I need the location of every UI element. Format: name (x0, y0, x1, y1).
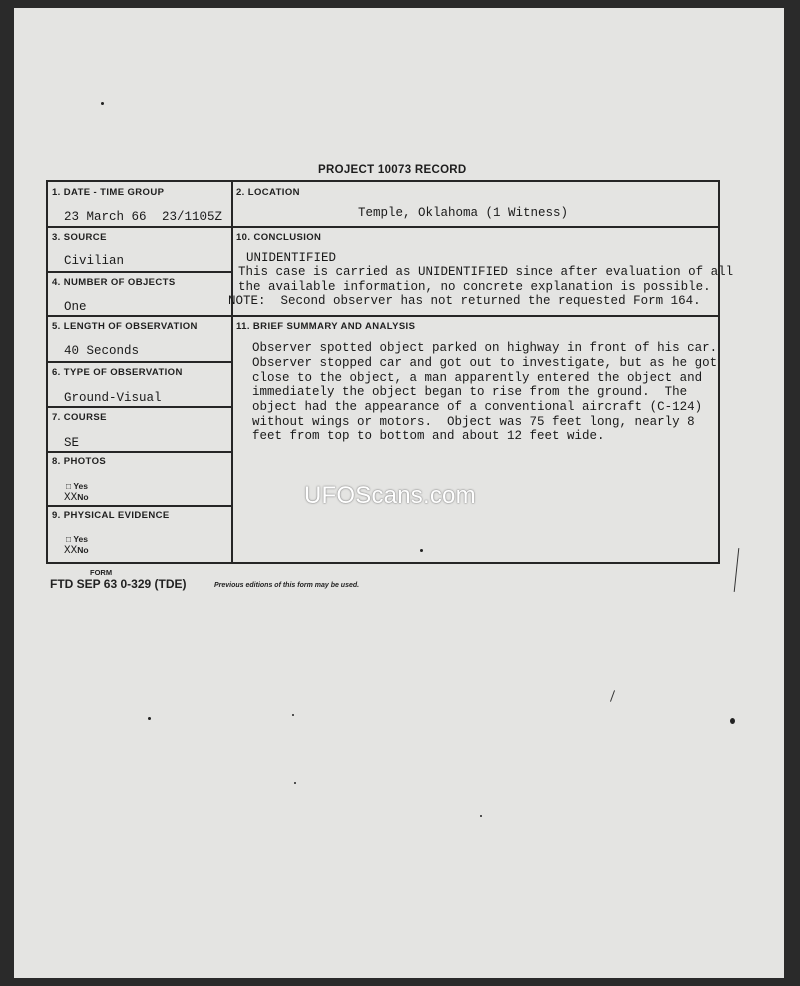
physical-evidence-yes-label: Yes (73, 534, 88, 544)
scan-speck (148, 717, 151, 720)
conclusion-note: NOTE: Second observer has not returned the requested Form 164. (228, 294, 701, 308)
length-of-observation-label: 5. LENGTH OF OBSERVATION (52, 321, 198, 332)
summary-line: close to the object, a man apparently entered the object and (252, 371, 703, 385)
location-label: 2. LOCATION (236, 187, 300, 198)
summary-line: without wings or motors. Object was 75 feet long, nearly 8 (252, 415, 695, 429)
source-value: Civilian (64, 254, 125, 268)
course-value: SE (64, 436, 80, 450)
number-of-objects-label: 4. NUMBER OF OBJECTS (52, 277, 176, 288)
scan-speck (101, 102, 104, 105)
row-divider (233, 315, 718, 317)
physical-evidence-yes-option: □ Yes (66, 534, 88, 544)
photos-yes-label: Yes (73, 481, 88, 491)
photos-no-checkmark: XX (64, 492, 78, 504)
number-of-objects-value: One (64, 300, 87, 314)
length-of-observation-value: 40 Seconds (64, 344, 140, 358)
row-divider (48, 271, 233, 273)
photos-yes-option: □ Yes (66, 481, 88, 491)
footer-note: Previous editions of this form may be used. (214, 582, 360, 589)
summary-line: immediately the object began to rise from the ground. The (252, 385, 688, 399)
scan-speck (730, 718, 735, 724)
watermark: UFOScans.com (304, 482, 476, 509)
date-value: 23 March 66 (64, 210, 147, 224)
row-divider (48, 406, 233, 408)
photos-no-option (64, 492, 89, 504)
footer-form-code: FTD SEP 63 0-329 (TDE) (50, 577, 187, 591)
source-label: 3. SOURCE (52, 232, 107, 243)
conclusion-heading: UNIDENTIFIED (246, 251, 337, 265)
footer-form-word: FORM (90, 568, 113, 577)
row-divider (233, 226, 718, 228)
scan-speck (294, 782, 296, 784)
page-title: PROJECT 10073 RECORD (318, 164, 467, 176)
physical-evidence-no-label: No (77, 545, 89, 555)
scan-speck (292, 714, 294, 716)
row-divider (48, 451, 233, 453)
photos-label: 8. PHOTOS (52, 456, 107, 467)
photos-no-label: No (77, 492, 89, 502)
type-of-observation-label: 6. TYPE OF OBSERVATION (52, 367, 183, 378)
date-time-group-label: 1. DATE - TIME GROUP (52, 187, 165, 198)
physical-evidence-no-checkmark: XX (64, 545, 78, 557)
physical-evidence-no-option (64, 545, 89, 557)
summary-label: 11. BRIEF SUMMARY AND ANALYSIS (236, 321, 416, 332)
summary-line: Observer spotted object parked on highway in front of his car. (252, 341, 718, 355)
summary-line: feet from top to bottom and about 12 feet wide. (252, 429, 605, 443)
row-divider (48, 505, 233, 507)
conclusion-label: 10. CONCLUSION (236, 232, 322, 243)
location-value: Temple, Oklahoma (1 Witness) (358, 206, 569, 220)
type-of-observation-value: Ground-Visual (64, 391, 162, 405)
row-divider (48, 226, 233, 228)
conclusion-line: the available information, no concrete explanation is possible. (238, 280, 711, 294)
conclusion-line: This case is carried as UNIDENTIFIED since after evaluation of all (238, 265, 734, 279)
course-label: 7. COURSE (52, 412, 107, 423)
summary-line: object had the appearance of a conventional aircraft (C-124) (252, 400, 703, 414)
scan-speck (480, 815, 482, 817)
physical-evidence-label: 9. PHYSICAL EVIDENCE (52, 510, 170, 521)
time-group-value: 23/1105Z (162, 210, 223, 224)
row-divider (48, 361, 233, 363)
summary-line: Observer stopped car and got out to investigate, but as he got (252, 356, 718, 370)
row-divider (48, 315, 233, 317)
